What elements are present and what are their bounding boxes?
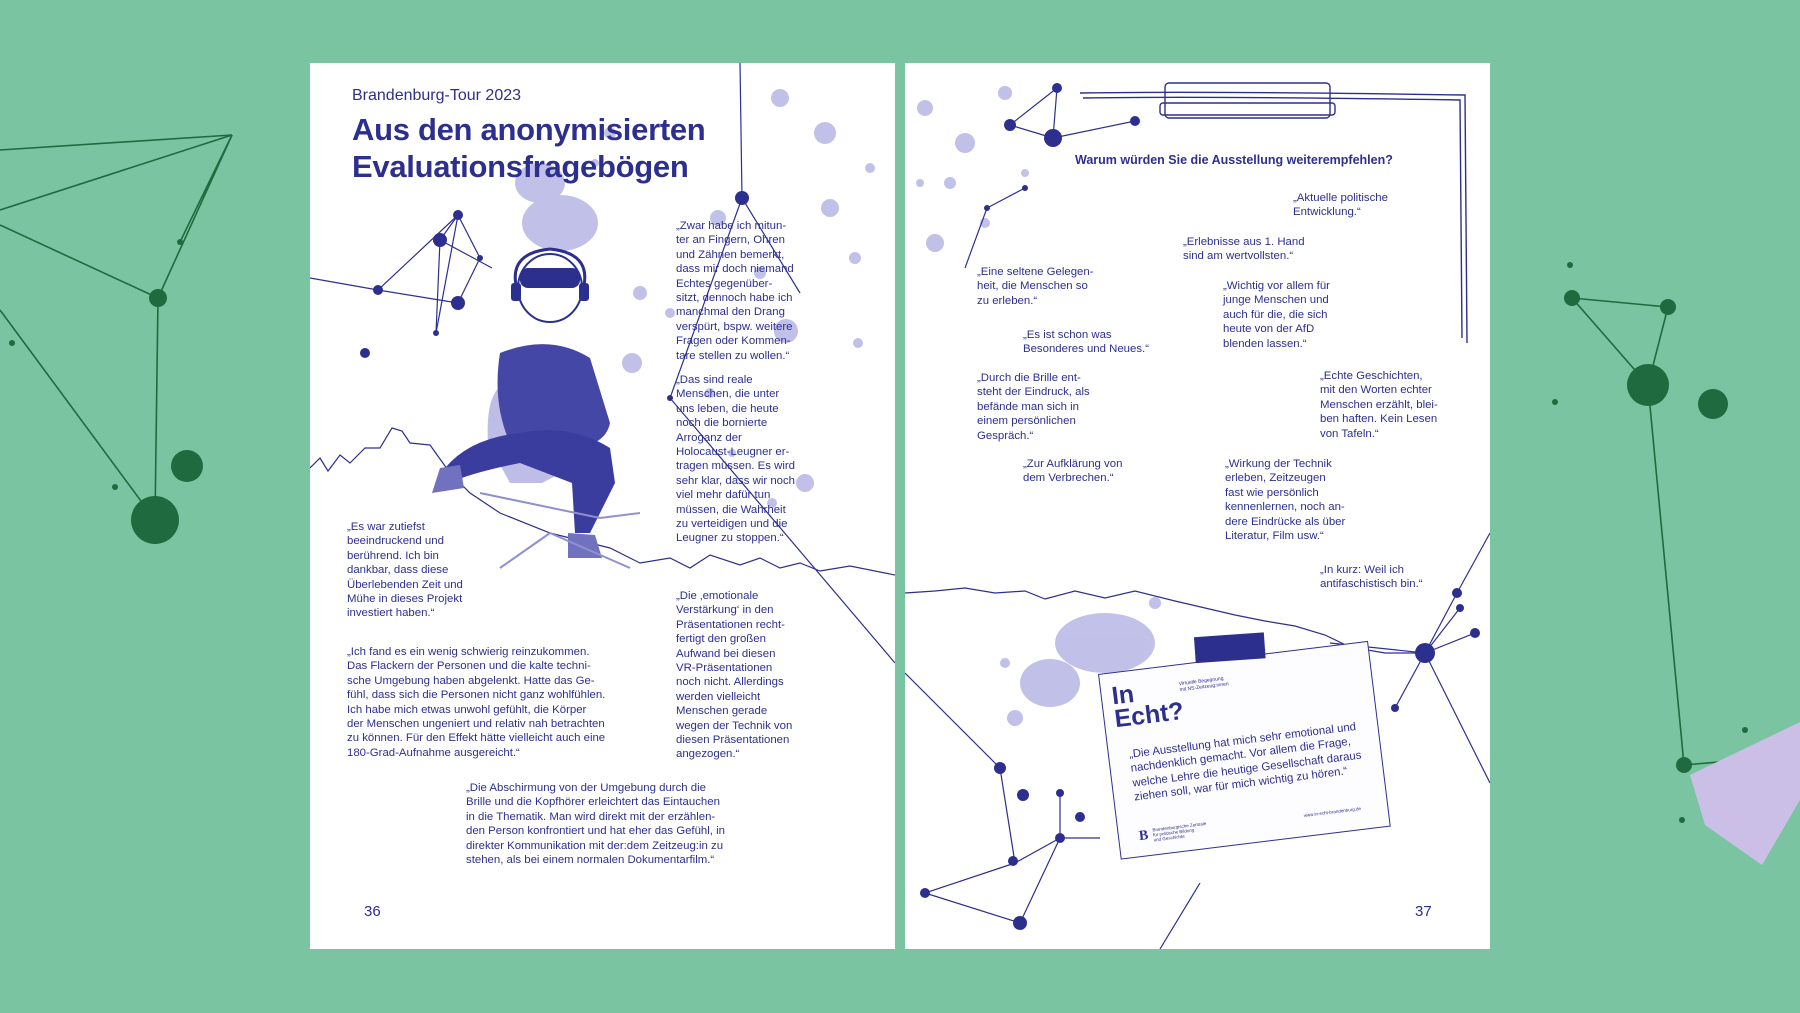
card-website: www.in-echt-brandenburg.de	[1303, 805, 1362, 818]
card-logo-letter: B	[1138, 828, 1150, 845]
card-quote: „Die Ausstellung hat mich sehr emotional und nachdenklich gemacht. Vor allem die Frage, welche Lehre die heutige Gesellschaft daraus ziehen soll, war für mich wichtig zu hören.“	[1128, 721, 1363, 804]
quote-glasses: „Durch die Brille ent- steht der Eindruck, als befände man sich in einem persönlichen Gespräch.“	[977, 372, 1090, 442]
in-echt-card	[1098, 641, 1391, 860]
quote-real-people: „Das sind reale Menschen, die unter uns leben, die heute noch die bornierte Arroganz der Holocaust-Leugner er- tragen müssen. Es wird sehr klar, dass wir noch viel mehr dafür tun müssen, die Wahrheit zu verteidigen und die Leugner zu stoppen.“	[676, 374, 796, 545]
title-line-2: Evaluationsfragebögen	[352, 149, 689, 184]
page-number-left: 36	[364, 903, 381, 920]
lavender-tape-shape	[1690, 722, 1800, 865]
quote-shielding: „Die Abschirmung von der Umgebung durch die Brille und die Kopfhörer erleichtert das Eintauchen in die Thematik. Man wird direkt mit der erzählen- den Person konfrontiert und hat eher das Gefühl, in direkter Kommunikation mit der:dem Zeitzeug:in zu stehen, als bei einem normalen Dokumentarfilm.“	[466, 782, 725, 867]
quote-impressive: „Es war zutiefst beeindruckend und berührend. Ich bin dankbar, dass diese Überlebenden Zeit und Mühe in dieses Projekt investiert haben.“	[347, 521, 463, 620]
right-page	[905, 63, 1490, 949]
seated-person-illustration	[432, 249, 640, 568]
left-page	[310, 63, 895, 949]
page-title	[352, 111, 705, 185]
title-line-1: Aus den anonymisierten	[352, 112, 706, 147]
quote-young: „Wichtig vor allem für junge Menschen und auch für die, die sich heute von der AfD blenden lassen.“	[1223, 280, 1330, 350]
quote-enlightenment: „Zur Aufklärung von dem Verbrechen.“	[1023, 458, 1123, 485]
quote-fingers: „Zwar habe ich mitun- ter an Fingern, Ohren und Zähnen bemerkt, dass mir doch niemand Echtes gegenüber- sitzt, dennoch habe ich manchmal den Drang verspürt, bspw. weitere Fragen oder Kommen- tare stellen zu wollen.“	[676, 220, 794, 362]
quote-emotional: „Die ‚emotionale Verstärkung‘ in den Präsentationen recht- fertigt den großen Aufwand bei diesen VR-Präsentationen noch nicht. Allerdings werden vielleicht Menschen gerade wegen der Technik von diesen Präsentationen angezogen.“	[676, 590, 793, 761]
recommend-heading: Warum würden Sie die Ausstellung weiterempfehlen?	[1075, 153, 1393, 167]
card-title: In Echt?	[1110, 679, 1186, 734]
page-number-right: 37	[1415, 903, 1432, 920]
quote-political: „Aktuelle politische Entwicklung.“	[1293, 192, 1388, 219]
quote-rare: „Eine seltene Gelegen- heit, die Menschen so zu erleben.“	[977, 266, 1094, 307]
quote-technology: „Wirkung der Technik erleben, Zeitzeugen fast wie persönlich kennenlernen, noch an- dere Eindrücke als über Literatur, Film usw.“	[1225, 458, 1346, 543]
card-org-name: Brandenburgische Zentrale für politische Bildung und Geschichte	[1152, 820, 1207, 843]
quote-difficult: „Ich fand es ein wenig schwierig reinzukommen. Das Flackern der Personen und die kalte techni- sche Umgebung haben abgelenkt. Hatte das Ge- fühl, dass sich die Personen nicht ganz wohlfühlen. Ich habe mich etwas unwohl gefühlt, die Körper der Menschen ungeniert und relativ nah betrachten zu können. Für den Effekt hätte vielleicht auch eine 180-Grad-Aufnahme ausgereicht.“	[347, 646, 606, 759]
card-subtitle: Virtuelle Begegnung mit NS-Zeitzeug:innen	[1178, 675, 1230, 694]
card-tape	[1194, 632, 1266, 663]
quote-antifascist: „In kurz: Weil ich antifaschistisch bin.“	[1320, 564, 1423, 591]
kicker: Brandenburg-Tour 2023	[352, 87, 522, 104]
quote-firsthand: „Erlebnisse aus 1. Hand sind am wertvollsten.“	[1183, 236, 1305, 263]
quote-stories: „Echte Geschichten, mit den Worten echter Menschen erzählt, blei- ben haften. Kein Lesen von Tafeln.“	[1320, 370, 1438, 440]
quote-special: „Es ist schon was Besonderes und Neues.“	[1023, 329, 1150, 356]
